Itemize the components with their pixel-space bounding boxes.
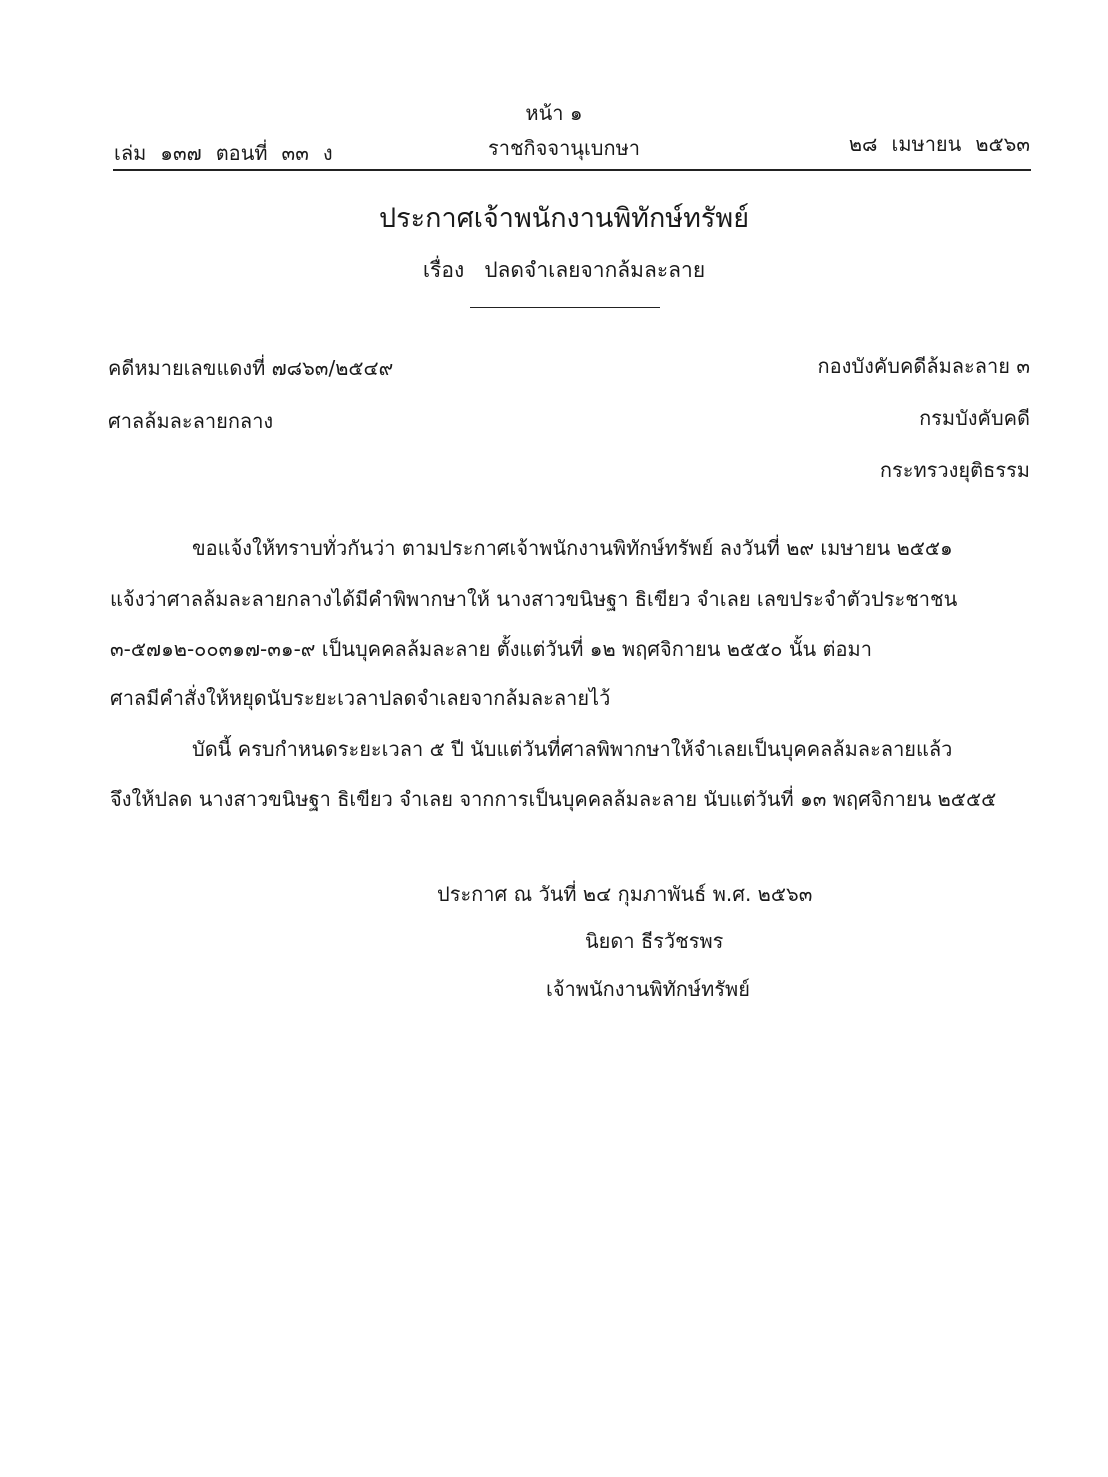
volume-number: ๑๓๗ (160, 141, 202, 165)
body-line: บัดนี้ ครบกำหนดระยะเวลา ๕ ปี นับแต่วันที่ศาลพิพากษาให้จำเลยเป็นบุคคลล้มละลายแล้ว (192, 737, 953, 761)
body-line: แจ้งว่าศาลล้มละลายกลางได้มีคำพิพากษาให้ นางสาวขนิษฐา ธิเขียว จำเลย เลขประจำตัวประชาชน (110, 587, 958, 611)
publication-date (835, 128, 1030, 160)
header-divider (113, 169, 1031, 171)
announcement-title: ประกาศเจ้าพนักงานพิทักษ์ทรัพย์ (378, 203, 750, 234)
body-line: ๓-๕๗๑๒-๐๐๓๑๗-๓๑-๙ เป็นบุคคลล้มละลาย ตั้งแต่วันที่ ๑๒ พฤศจิกายน ๒๕๕๐ นั้น ต่อมา (110, 637, 872, 661)
signatory-name: นิยดา ธีรวัชรพร (585, 929, 724, 953)
issue-label: ตอนที่ (215, 141, 268, 165)
announcement-date: ประกาศ ณ วันที่ ๒๔ กุมภาพันธ์ พ.ศ. ๒๕๖๓ (437, 882, 813, 906)
body-line: ขอแจ้งให้ทราบทั่วกันว่า ตามประกาศเจ้าพนักงานพิทักษ์ทรัพย์ ลงวันที่ ๒๙ เมษายน ๒๕๕๑ (192, 536, 953, 560)
department-name: กรมบังคับคดี (919, 406, 1030, 430)
section-letter: ง (322, 141, 333, 165)
subject-label: เรื่อง (422, 258, 465, 282)
body-line: จึงให้ปลด นางสาวขนิษฐา ธิเขียว จำเลย จากการเป็นบุคคลล้มละลาย นับแต่วันที่ ๑๓ พฤศจิกายน ๒๕๕๕ (110, 787, 997, 811)
issue-number: ๓๓ (281, 141, 309, 165)
court-name: ศาลล้มละลายกลาง (108, 409, 274, 433)
title-divider (470, 307, 660, 308)
signatory-position: เจ้าพนักงานพิทักษ์ทรัพย์ (546, 977, 750, 1001)
subject-text: ปลดจำเลยจากล้มละลาย (484, 258, 706, 282)
publication-name: ราชกิจจานุเบกษา (487, 136, 641, 160)
date-year: ๒๕๖๓ (975, 132, 1030, 156)
page-number: หน้า ๑ (525, 101, 583, 125)
volume-label: เล่ม (114, 141, 147, 165)
division-name: กองบังคับคดีล้มละลาย ๓ (817, 354, 1030, 378)
date-month: เมษายน (891, 132, 962, 156)
body-line: ศาลมีคำสั่งให้หยุดนับระยะเวลาปลดจำเลยจากล้มละลายไว้ (110, 686, 611, 710)
ministry-name: กระทรวงยุติธรรม (879, 458, 1030, 482)
announcement-subject (0, 254, 1108, 287)
case-number: คดีหมายเลขแดงที่ ๗๘๖๓/๒๕๔๙ (108, 356, 394, 380)
date-day: ๒๘ (848, 132, 878, 156)
